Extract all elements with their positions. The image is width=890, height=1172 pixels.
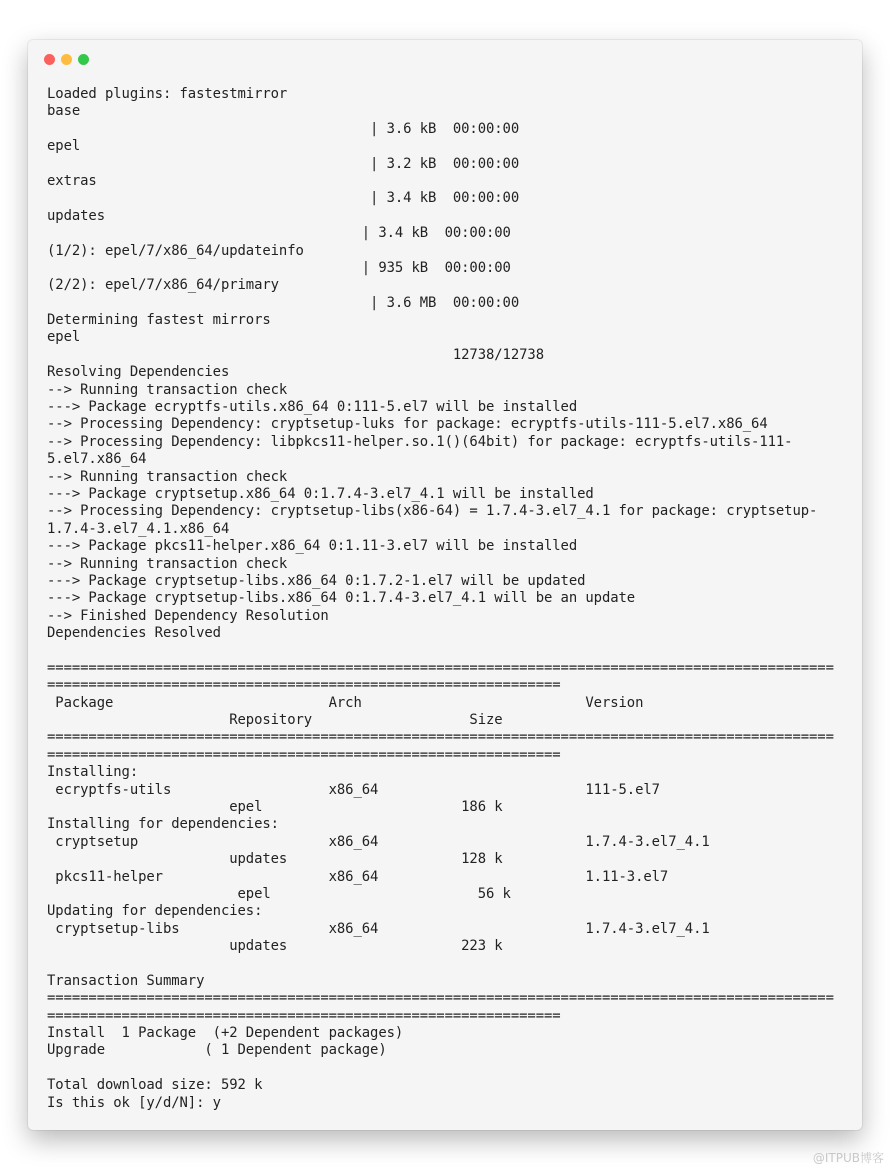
terminal-line: 12738/12738 (47, 346, 544, 363)
terminal-line: --> Running transaction check (47, 555, 288, 572)
terminal-line: | 935 kB 00:00:00 (47, 259, 511, 276)
terminal-line: cryptsetup-libs x86_64 1.7.4-3.el7_4.1 (47, 920, 710, 937)
terminal-line: epel (47, 138, 81, 155)
terminal-line: --> Processing Dependency: libpkcs11-helper.so.1()(64bit) for package: ecryptfs-utils-111- (47, 433, 793, 450)
terminal-line: --> Finished Dependency Resolution (47, 607, 329, 624)
terminal-line: Repository Size (47, 712, 503, 729)
terminal-line: --> Processing Dependency: cryptsetup-luks for package: ecryptfs-utils-111-5.el7.x86_64 (47, 416, 768, 433)
terminal-output[interactable] (47, 86, 857, 1112)
terminal-line: | 3.4 kB 00:00:00 (47, 190, 520, 207)
terminal-line: --> Running transaction check (47, 381, 288, 398)
terminal-line: | 3.6 MB 00:00:00 (47, 294, 520, 311)
terminal-line: pkcs11-helper x86_64 1.11-3.el7 (47, 868, 669, 885)
terminal-line (47, 1060, 857, 1077)
terminal-line: cryptsetup x86_64 1.7.4-3.el7_4.1 (47, 833, 710, 850)
terminal-line: | 3.6 kB 00:00:00 (47, 120, 520, 137)
terminal-line: updates 223 k (47, 938, 503, 955)
terminal-line: ---> Package cryptsetup-libs.x86_64 0:1.7.2-1.el7 will be updated (47, 572, 586, 589)
terminal-line: Loaded plugins: fastestmirror (47, 86, 288, 102)
terminal-line: ---> Package cryptsetup-libs.x86_64 0:1.7.4-3.el7_4.1 will be an update (47, 590, 636, 607)
terminal-line: Upgrade ( 1 Dependent package) (47, 1042, 387, 1059)
terminal-line: ============================================================== (47, 677, 561, 694)
minimize-button[interactable] (61, 54, 72, 65)
terminal-line: ---> Package pkcs11-helper.x86_64 0:1.11-3.el7 will be installed (47, 538, 578, 555)
terminal-line: Is this ok [y/d/N]: y (47, 1094, 221, 1111)
maximize-button[interactable] (78, 54, 89, 65)
terminal-line: Resolving Dependencies (47, 364, 230, 381)
terminal-line: Package Arch Version (47, 694, 644, 711)
terminal-line (47, 643, 857, 660)
terminal-line: --> Running transaction check (47, 468, 288, 485)
close-button[interactable] (44, 54, 55, 65)
terminal-line (47, 956, 857, 973)
terminal-line: epel (47, 329, 81, 346)
terminal-line: Installing: (47, 764, 139, 781)
terminal-line: Total download size: 592 k (47, 1077, 263, 1094)
terminal-line: base (47, 103, 81, 120)
terminal-line: Dependencies Resolved (47, 625, 221, 642)
terminal-line: Installing for dependencies: (47, 816, 279, 833)
title-bar (28, 40, 862, 74)
terminal-line: Transaction Summary (47, 972, 205, 989)
terminal-line: updates 128 k (47, 851, 503, 868)
terminal-line: (1/2): epel/7/x86_64/updateinfo (47, 242, 304, 259)
terminal-line: | 3.4 kB 00:00:00 (47, 225, 511, 242)
terminal-line: ---> Package cryptsetup.x86_64 0:1.7.4-3.el7_4.1 will be installed (47, 485, 594, 502)
terminal-line: Determining fastest mirrors (47, 312, 271, 329)
watermark: @ITPUB博客 (812, 1151, 884, 1165)
terminal-line: (2/2): epel/7/x86_64/primary (47, 277, 279, 294)
terminal-line: =============================================================================================== (47, 729, 834, 746)
terminal-line: Updating for dependencies: (47, 903, 263, 920)
terminal-line: | 3.2 kB 00:00:00 (47, 155, 520, 172)
terminal-line: extras (47, 172, 97, 189)
terminal-line: ============================================================== (47, 746, 561, 763)
terminal-line: 5.el7.x86_64 (47, 451, 147, 468)
terminal-line: epel 186 k (47, 799, 503, 816)
terminal-line: ecryptfs-utils x86_64 111-5.el7 (47, 781, 660, 798)
terminal-line: ============================================================== (47, 1007, 561, 1024)
terminal-line: --> Processing Dependency: cryptsetup-libs(x86-64) = 1.7.4-3.el7_4.1 for package: cryptsetup- (47, 503, 818, 520)
terminal-line: 1.7.4-3.el7_4.1.x86_64 (47, 520, 230, 537)
terminal-window (28, 40, 862, 1130)
terminal-line: =============================================================================================== (47, 659, 834, 676)
terminal-line: updates (47, 207, 105, 224)
terminal-line: epel 56 k (47, 885, 511, 902)
terminal-line: =============================================================================================== (47, 990, 834, 1007)
terminal-line: Install 1 Package (+2 Dependent packages) (47, 1025, 404, 1042)
terminal-line: ---> Package ecryptfs-utils.x86_64 0:111-5.el7 will be installed (47, 399, 578, 416)
